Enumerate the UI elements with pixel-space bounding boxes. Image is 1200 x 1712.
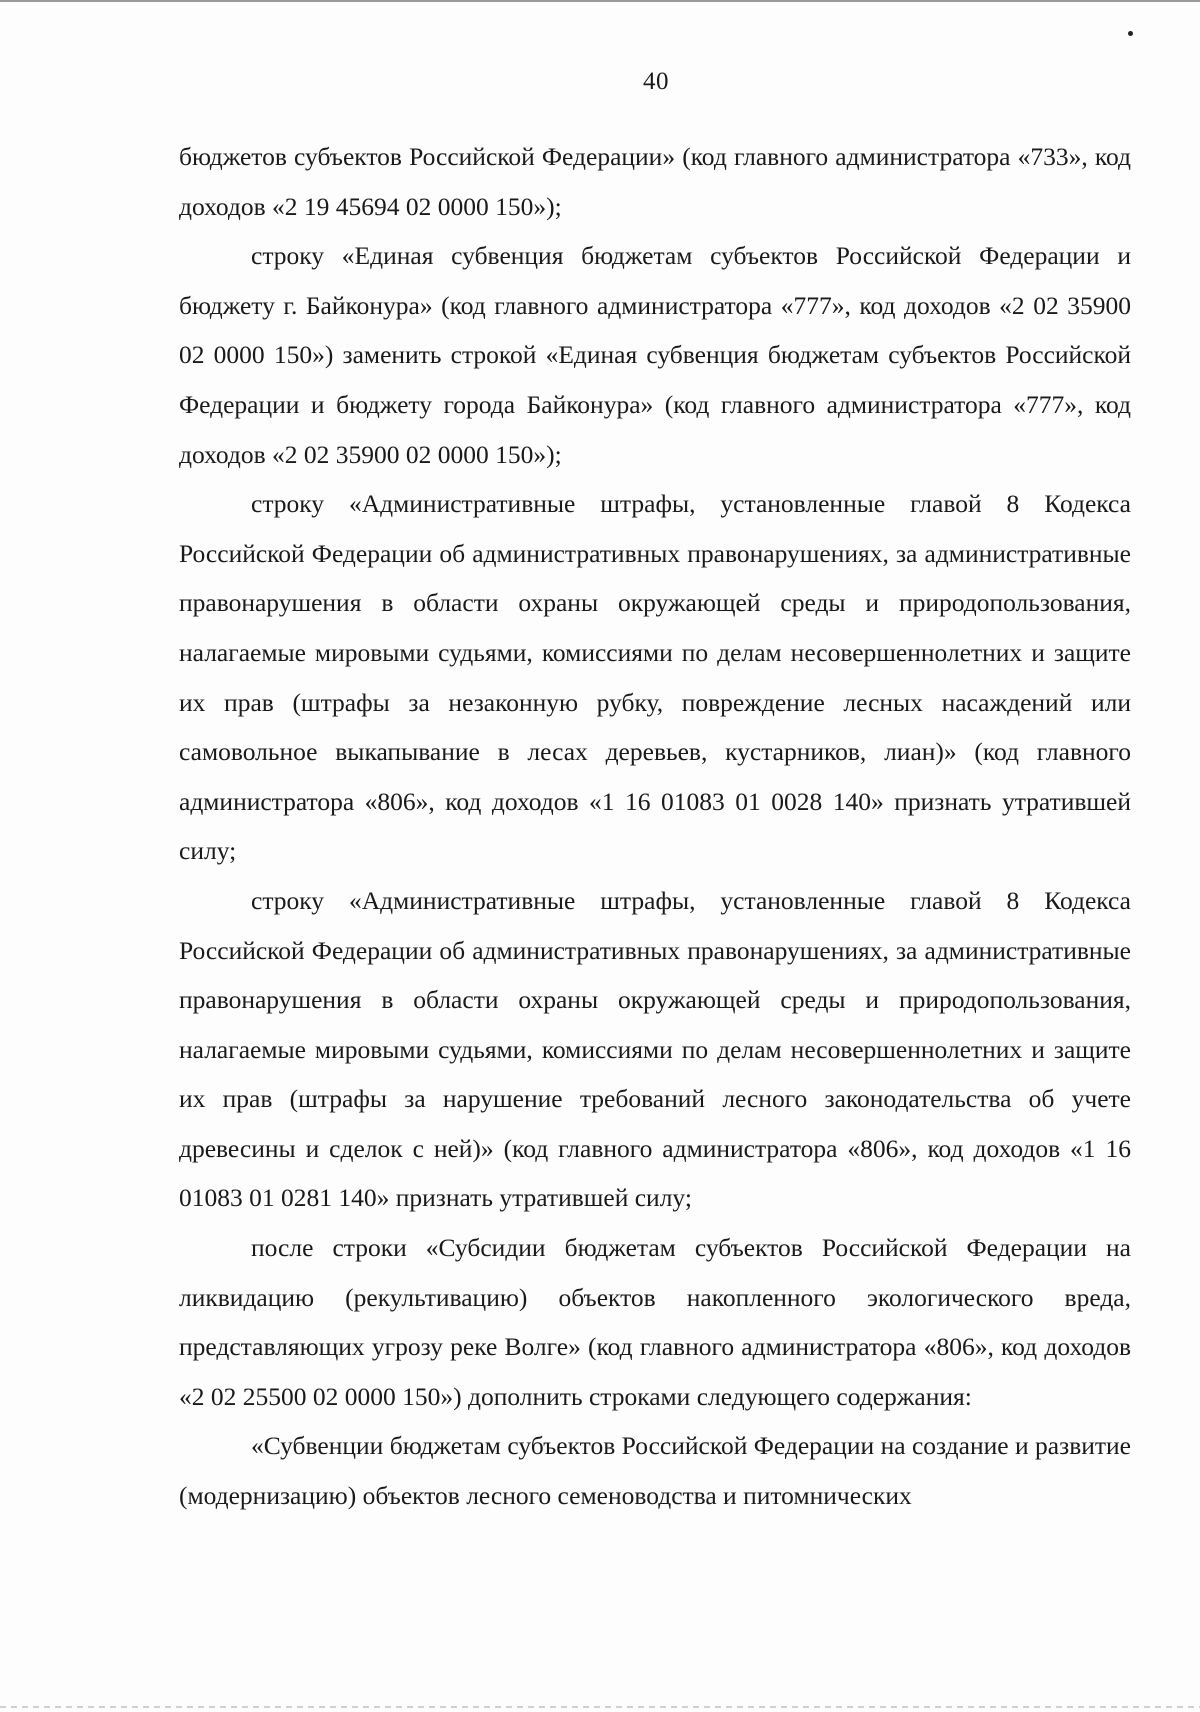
paragraph-replace-subvention: строку «Единая субвенция бюджетам субъектов Российской Федерации и бюджету г. Байконура» (код главного администратора «777», код доходов «2 02 35900 02 0000 150») заменить строкой «Единая субвенция бюджетам субъектов Российской Федерации и бюджету города Байконура» (код главного администратора «777», код доходов «2 02 35900 02 0000 150»); xyxy=(179,241,1131,469)
document-body xyxy=(179,132,1131,1521)
paragraph-repeal-fines-illegal-logging: строку «Административные штрафы, установленные главой 8 Кодекса Российской Федерации об административных правонарушениях, за административные правонарушения в области охраны окружающей среды и природопользования, налагаемые мировыми судьями, комиссиями по делам несовершеннолетних и защите их прав (штрафы за незаконную рубку, повреждение лесных насаждений или самовольное выкапывание в лесах деревьев, кустарников, лиан)» (код главного администратора «806», код доходов «1 16 01083 01 0028 140» признать утратившей силу; xyxy=(179,489,1131,866)
page-number: 40 xyxy=(643,68,669,95)
paragraph-new-subvention: «Субвенции бюджетам субъектов Российской Федерации на создание и развитие (модернизацию) объектов лесного семеноводства и питомнических xyxy=(179,1431,1131,1511)
paragraph-continuation: бюджетов субъектов Российской Федерации» (код главного администратора «733», код доходов «2 19 45694 02 0000 150»); xyxy=(179,142,1131,221)
scan-top-edge xyxy=(0,0,1200,2)
paragraph-insert-after-volga: после строки «Субсидии бюджетам субъектов Российской Федерации на ликвидацию (рекультивацию) объектов накопленного экологического вреда, представляющих угрозу реке Волге» (код главного администратора «806», код доходов «2 02 25500 02 0000 150») дополнить строками следующего содержания: xyxy=(179,1233,1131,1411)
scan-speck xyxy=(1128,31,1133,36)
scan-bottom-edge xyxy=(0,1706,1200,1708)
paragraph-repeal-fines-timber-accounting: строку «Административные штрафы, установленные главой 8 Кодекса Российской Федерации об административных правонарушениях, за административные правонарушения в области охраны окружающей среды и природопользования, налагаемые мировыми судьями, комиссиями по делам несовершеннолетних и защите их прав (штрафы за нарушение требований лесного законодательства об учете древесины и сделок с ней)» (код главного администратора «806», код доходов «1 16 01083 01 0281 140» признать утратившей силу; xyxy=(179,885,1131,1213)
